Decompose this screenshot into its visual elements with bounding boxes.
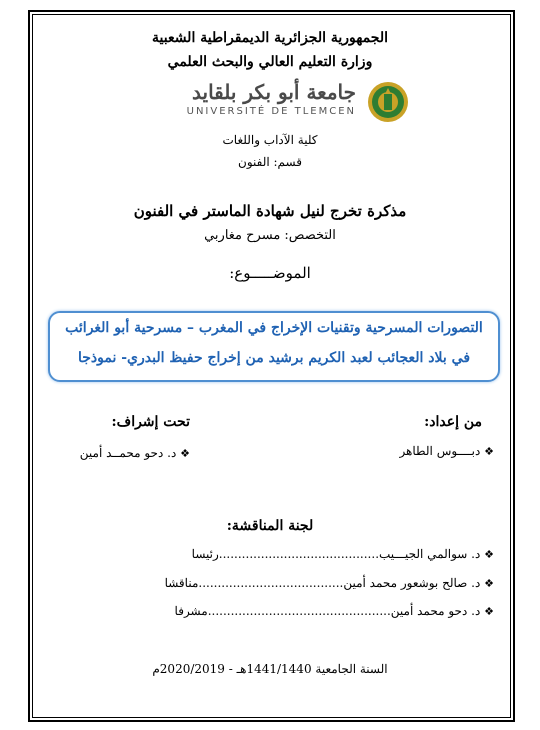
diamond-bullet-icon: ❖ xyxy=(484,445,494,458)
topic-line-1: التصورات المسرحية وتقنيات الإخراج في المغرب – مسرحية أبو الغرائب xyxy=(65,320,483,336)
memo-title: مذكرة تخرج لنيل شهادة الماستر في الفنون xyxy=(133,202,407,220)
supervised-by-name: د. دحو محمــد أمين xyxy=(79,446,177,460)
diamond-bullet-icon: ❖ xyxy=(484,548,494,561)
republic-heading: الجمهورية الجزائرية الديمقراطية الشعبية xyxy=(151,30,388,46)
academic-year: السنة الجامعية 1441/1440هـ - 2020/2019م xyxy=(152,662,388,676)
diamond-bullet-icon: ❖ xyxy=(484,605,494,618)
university-name-arabic: جامعة أبو بكر بلقايد xyxy=(192,80,356,104)
ministry-heading: وزارة التعليم العالي والبحث العلمي xyxy=(167,54,373,70)
committee-member-row: ❖ د. سوالمي الجيـــيب..........................................رئيسا xyxy=(191,547,494,561)
subject-label: الموضـــــوع: xyxy=(229,264,311,282)
supervised-by-entry xyxy=(80,446,190,460)
prepared-by-label: من إعداد: xyxy=(424,414,482,430)
committee-member-row: ❖ د. دحو محمد أمين................................................مشرفا xyxy=(174,604,494,618)
university-logo xyxy=(140,80,410,126)
diamond-bullet-icon: ❖ xyxy=(484,577,494,590)
university-name-french: UNIVERSITÉ DE TLEMCEN xyxy=(186,106,356,117)
supervised-by-label: تحت إشراف: xyxy=(111,414,190,430)
diamond-bullet-icon: ❖ xyxy=(180,447,190,460)
prepared-by-name: دبــــوس الطاهر xyxy=(399,444,481,458)
committee-label: لجنة المناقشة: xyxy=(226,518,314,534)
topic-line-2: في بلاد العجائب لعبد الكريم برشيد من إخراج حفيظ البدري- نموذجا xyxy=(77,350,471,366)
committee-member-row: ❖ د. صالح بوشعور محمد أمين......................................مناقشا xyxy=(164,576,494,590)
department-name: قسم: الفنون xyxy=(238,155,302,169)
university-emblem-icon xyxy=(366,80,410,124)
prepared-by-entry xyxy=(399,444,494,458)
memo-specialty: التخصص: مسرح مغاربي xyxy=(204,228,336,243)
faculty-name: كلية الآداب واللغات xyxy=(222,133,318,147)
